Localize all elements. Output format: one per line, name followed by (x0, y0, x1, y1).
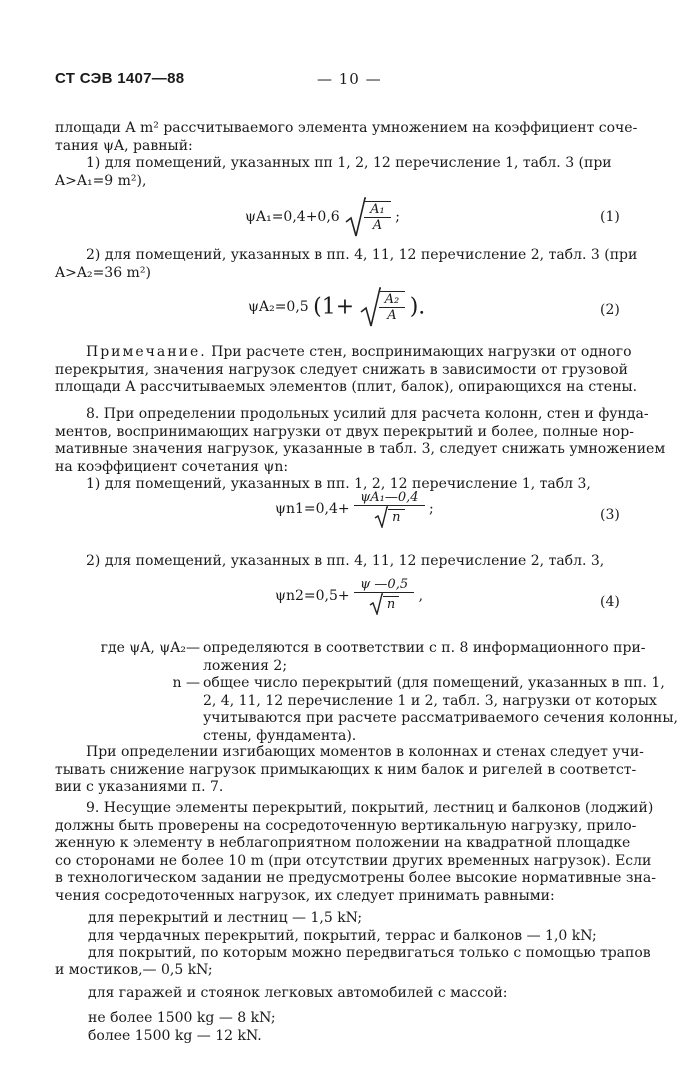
formula-1: ψA₁=0,4+0,6 $\frac{\text{A₁}}{A}$ ; (245, 196, 400, 238)
item-2-text: 2) для помещений, указанных в пп. 4, 11, 12 перечисление 2, табл. 3 (при A>A₂=36 m²) (55, 247, 638, 281)
definition-n: n — общее число перекрытий (для помещений, указанных в пп. 1, 2, 4, 11, 12 перечисление 1 и 2, табл. 3, нагрузки от которых учитываются при расчете рассматриваемого сечения колонны, стены, фундамента). (172, 675, 678, 744)
radical-sign-icon (359, 286, 381, 328)
equation-label-2: (2) (600, 302, 620, 318)
standard-number: СТ СЭВ 1407—88 (55, 70, 185, 87)
equation-label-4: (4) (600, 594, 620, 610)
page-number: — 10 — (317, 70, 382, 88)
definition-psi: где ψA, ψA₂— определяются в соответствии с п. 8 информационного при- ложения 2; (100, 640, 646, 674)
radical-sign-icon (369, 593, 383, 615)
intro-paragraph: площади A m² рассчитываемого элемента умножением на коэффициент соче- тания ψA, равный: 1) для помещений, указанных пп 1, 2, 12 перечисление 1, табл. 3 (при A>A₁=9 m²), (55, 120, 638, 189)
equation-label-1: (1) (600, 209, 620, 225)
paragraph-9: 9. Несущие элементы перекрытий, покрытий, лестниц и балконов (лоджий) должны быть проверены на сосредоточенную вертикальную нагрузку, прило- женную к элементу в неблагоприятном положении на квадратной площадке со сторонами не более 10 m (при отсутствии других временных нагрузок). Если в технологическом задании не предусмотрены более высокие нормативные зна- чения сосредоточенных нагрузок, их следует принимать равными: (55, 800, 656, 904)
load-item: для гаражей и стоянок легковых автомобилей с массой: (88, 985, 508, 1001)
load-item: для чердачных перекрытий, покрытий, террас и балконов — 1,0 kN; (88, 927, 597, 944)
paragraph-8: 8. При определении продольных усилий для расчета колонн, стен и фунда- ментов, воспринимающих нагрузки от двух перекрытий и более, полные нор- мативные значения нагрузок, указанные в табл. 3, следует снижать умножением на коэффициент сочетания ψn: 1) для помещений, указанных в пп. 1, 2, 12 перечисление 1, табл 3, (55, 406, 666, 492)
paragraph-8-item-2: 2) для помещений, указанных в пп. 4, 11, 12 перечисление 2, табл. 3, (86, 553, 605, 569)
load-item: для покрытий, по которым можно передвигаться только с помощью трапов (88, 945, 651, 961)
vehicle-mass-list (88, 1010, 276, 1045)
formula-3: ψn1=0,4+ $\frac{\text{ψA₁—0,4}}{n}$ ; (275, 490, 434, 528)
load-item: для перекрытий и лестниц — 1,5 kN; (88, 910, 363, 926)
definitions-list (55, 640, 678, 745)
load-item: не более 1500 kg — 8 kN; (88, 1010, 276, 1026)
formula-2: ψA₂=0,5 (1+ $\frac{\text{A₂}}{A}$ ). (248, 286, 425, 328)
equation-label-3: (3) (600, 507, 620, 523)
radical-sign-icon (344, 196, 366, 238)
note-paragraph: Примечание. При расчете стен, воспринимающих нагрузки от одного перекрытия, значения нагрузок следует снижать в зависимости от грузовой площади A рассчитываемых элементов (плит, балок), опирающихся на стены. (55, 344, 638, 395)
vehicle-loads-list (88, 985, 508, 1003)
radical-sign-icon (374, 506, 388, 528)
load-item-continuation: и мостиков,— 0,5 kN; (55, 962, 213, 978)
load-item: более 1500 kg — 12 kN. (88, 1027, 262, 1044)
page-header (55, 70, 655, 94)
loads-list (88, 910, 651, 963)
note-title: Примечание. (86, 344, 207, 360)
bending-paragraph: При определении изгибающих моментов в колоннах и стенах следует учи- тывать снижение нагрузок примыкающих к ним балок и ригелей в соответст- вии с указаниями п. 7. (55, 744, 644, 795)
formula-4: ψn2=0,5+ $\frac{\psi —0,5}{n}$ , (275, 577, 423, 615)
